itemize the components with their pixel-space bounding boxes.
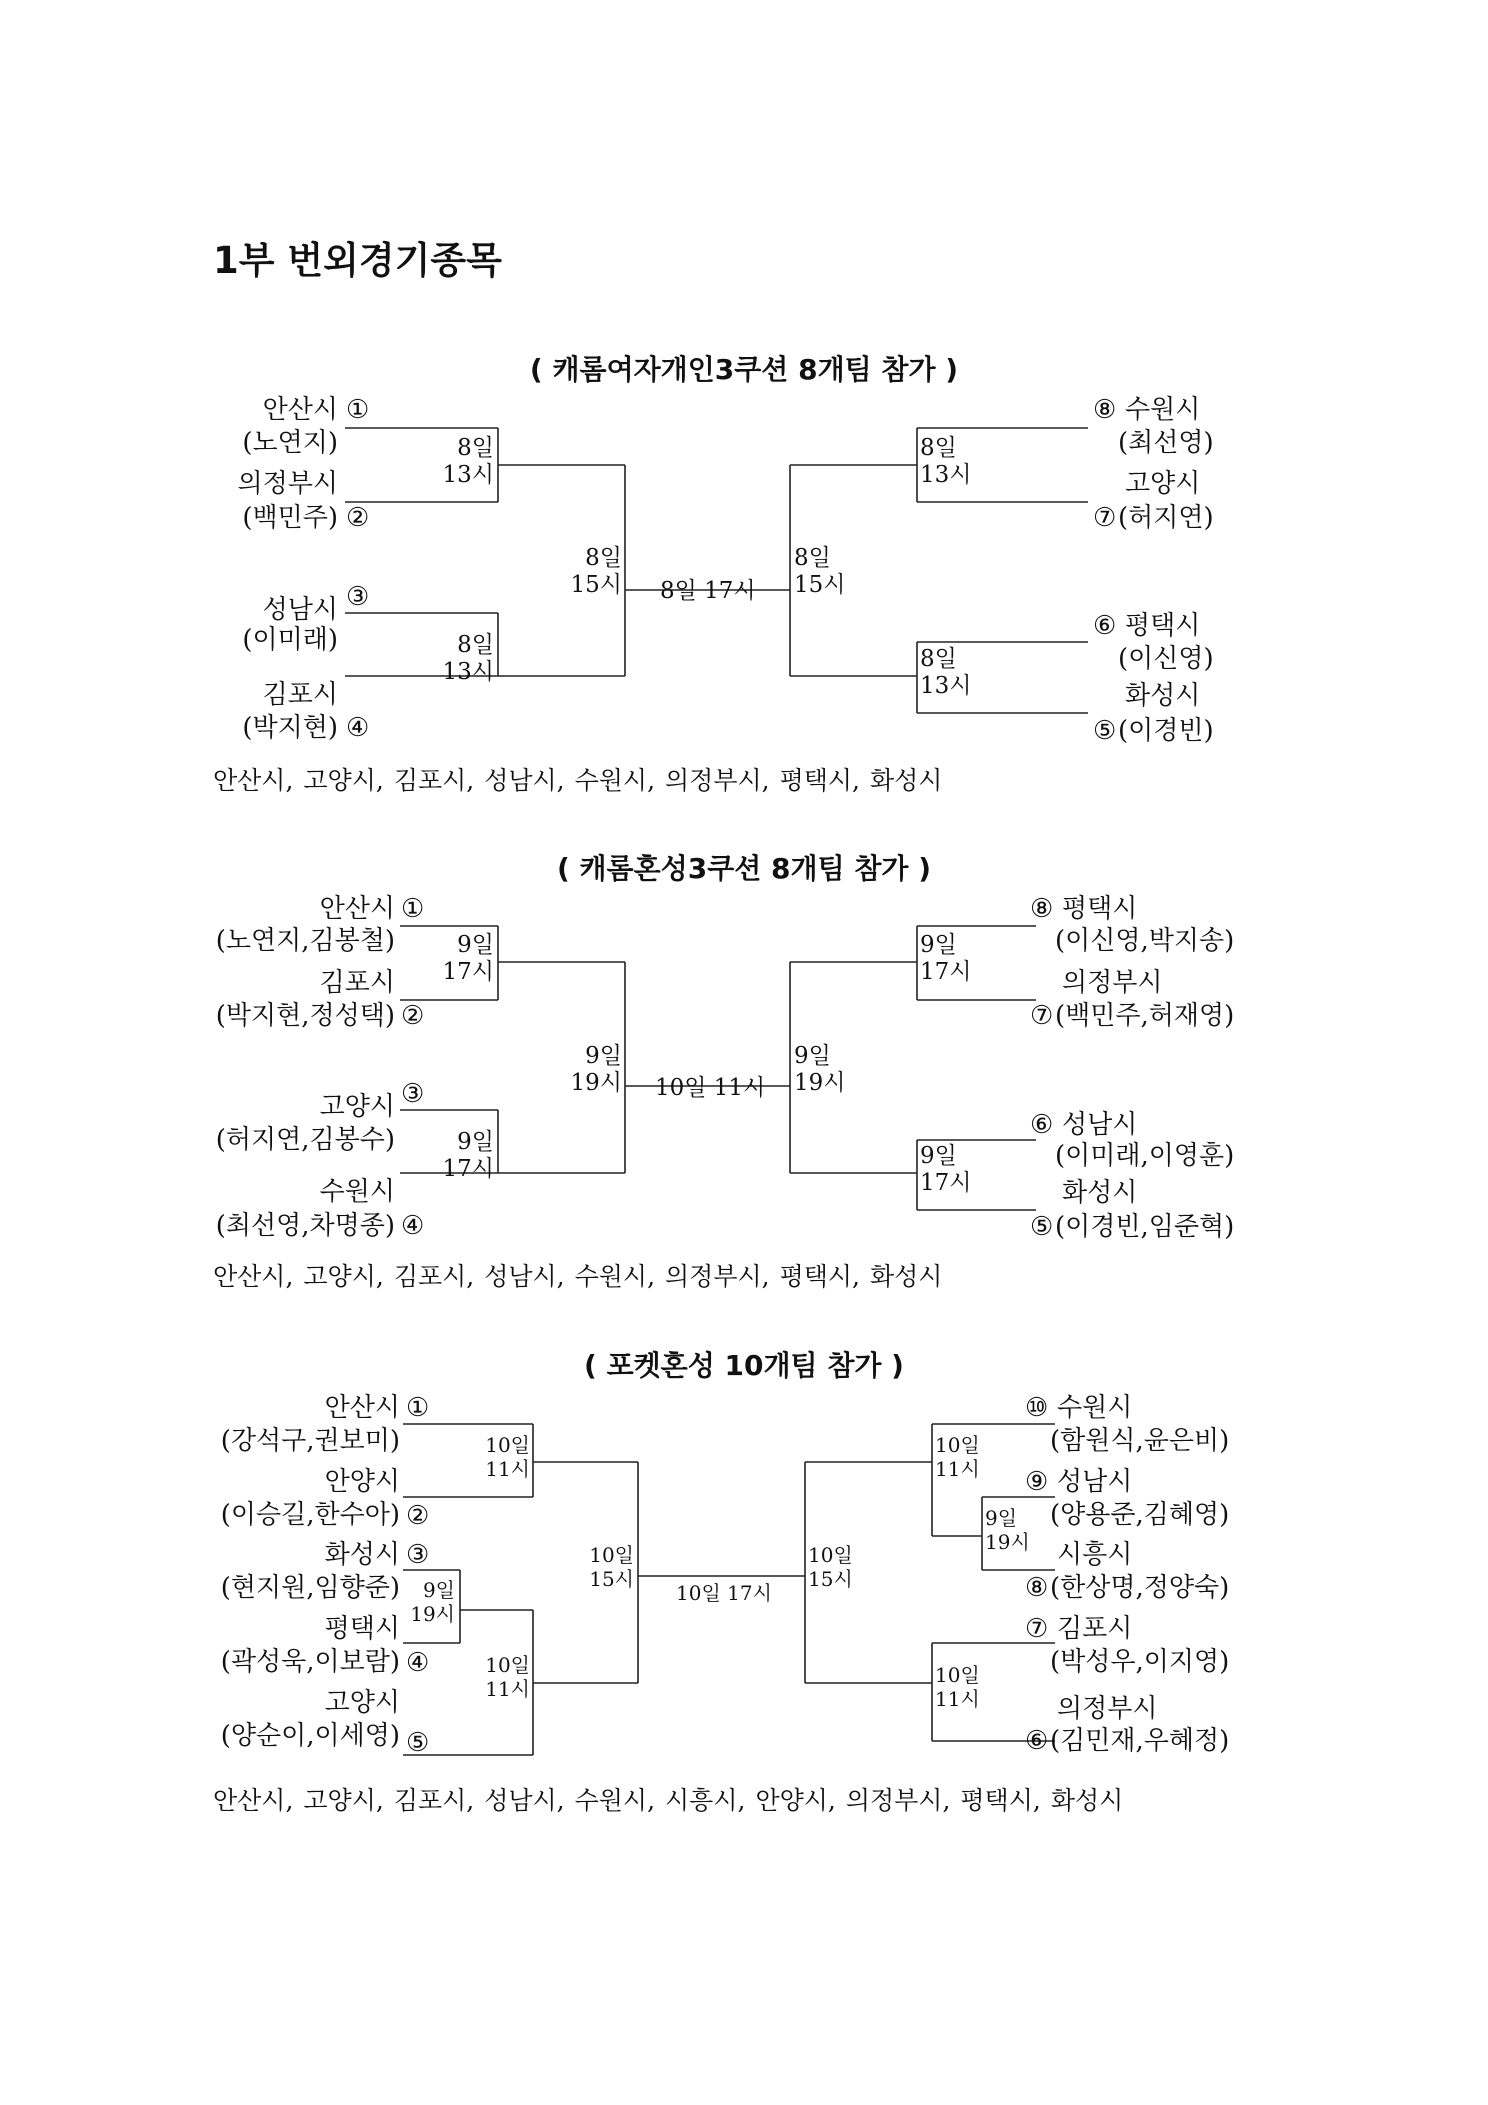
entry-seed: ⑥: [1093, 611, 1117, 641]
entry-seed: ⑤: [1093, 716, 1117, 746]
entry-players: (현지원,임향준): [220, 1573, 400, 1603]
participant: 화성시: [870, 766, 943, 795]
entry-players: (이미래): [242, 625, 338, 655]
entry-seed: ⑦: [1030, 1001, 1054, 1031]
entry-team: 화성시: [324, 1540, 400, 1570]
match-time: 8일 13시: [920, 435, 972, 488]
entry-seed: ⑧: [1025, 1573, 1049, 1603]
entry-seed: ⑧: [1030, 894, 1054, 924]
entry-seed: ②: [406, 1501, 430, 1531]
entry-team: 성남시: [262, 595, 338, 625]
participant: 김포시: [393, 1262, 467, 1291]
entry-team: 수원시: [319, 1177, 395, 1207]
entry-team: 안산시: [262, 395, 338, 425]
entry-players: (김민재,우혜정): [1050, 1726, 1230, 1756]
section-title: ( 캐롬여자개인3쿠션 8개팀 참가 ): [529, 353, 959, 386]
entry-seed: ②: [346, 503, 370, 533]
match-time: 9일 19시: [985, 1506, 1030, 1554]
match-time: 10일 11시: [935, 1433, 980, 1481]
entry-team: 고양시: [1125, 469, 1201, 499]
participant-list: 안산시, 고양시, 김포시, 성남시, 수원시, 의정부시, 평택시, 화성시: [213, 766, 943, 795]
participant: 고양시: [303, 1262, 376, 1291]
entry-players: (이경빈): [1118, 716, 1214, 746]
entry-players: (곽성욱,이보람): [220, 1647, 400, 1677]
entry-seed: ③: [406, 1540, 430, 1570]
match-time: 9일 19시: [794, 1043, 846, 1096]
match-time: 8일 13시: [442, 632, 494, 685]
final-time: 10일 17시: [676, 1581, 772, 1605]
entry-players: (양순이,이세영): [220, 1721, 400, 1751]
entry-players: (최선영): [1118, 428, 1214, 458]
entry-players: (이신영,박지송): [1055, 926, 1235, 956]
entry-team: 의정부시: [237, 469, 338, 499]
participant: 성남시: [484, 1262, 557, 1291]
entry-players: (박성우,이지영): [1050, 1647, 1230, 1677]
participant: 평택시: [779, 1262, 853, 1291]
entry-team: 성남시: [1062, 1110, 1138, 1140]
participant: 화성시: [1050, 1786, 1124, 1815]
participant-list: 안산시, 고양시, 김포시, 성남시, 수원시, 의정부시, 평택시, 화성시: [213, 1262, 943, 1291]
entry-seed: ⑦: [1025, 1614, 1049, 1644]
entry-seed: ④: [346, 713, 370, 743]
match-time: 8일 13시: [920, 646, 972, 699]
participant: 김포시: [393, 1786, 467, 1815]
entry-seed: ⑥: [1030, 1110, 1054, 1140]
entry-players: (함원식,윤은비): [1050, 1426, 1230, 1456]
participant: 시흥시: [665, 1786, 738, 1815]
match-time: 9일 17시: [442, 932, 494, 985]
section-title: ( 포켓혼성 10개팀 참가 ): [584, 1349, 904, 1382]
participant: 안산시: [213, 1262, 286, 1291]
entry-seed: ⑦: [1093, 503, 1117, 533]
entry-team: 수원시: [1057, 1393, 1133, 1423]
entry-seed: ①: [406, 1393, 430, 1423]
participant: 수원시: [574, 1262, 648, 1291]
entry-seed: ④: [406, 1648, 430, 1678]
entry-players: (백민주,허재영): [1055, 1001, 1235, 1031]
match-time: 9일 17시: [920, 1143, 972, 1196]
entry-seed: ⑩: [1025, 1393, 1049, 1423]
entry-team: 화성시: [1125, 681, 1201, 711]
entry-team: 김포시: [262, 680, 338, 710]
match-time: 9일 19시: [570, 1043, 622, 1096]
entry-seed: ③: [401, 1079, 425, 1109]
participant: 고양시: [303, 1786, 376, 1815]
entry-players: (양용준,김혜영): [1050, 1500, 1230, 1530]
entry-team: 평택시: [1062, 894, 1138, 924]
match-time: 8일 15시: [794, 545, 846, 598]
final-time: 8일 17시: [660, 578, 756, 604]
entry-team: 안산시: [319, 894, 395, 924]
entry-seed: ①: [401, 894, 425, 924]
entry-players: (노연지): [242, 428, 338, 458]
entry-seed: ②: [401, 1001, 425, 1031]
entry-team: 화성시: [1062, 1178, 1138, 1208]
participant: 성남시: [484, 1786, 557, 1815]
entry-seed: ⑤: [1030, 1212, 1054, 1242]
participant: 성남시: [484, 766, 557, 795]
participant: 김포시: [393, 766, 467, 795]
entry-players: (허지연): [1118, 503, 1214, 533]
participant: 의정부시: [665, 766, 762, 795]
entry-players: (최선영,차명종): [215, 1211, 395, 1241]
entry-players: (박지현,정성택): [215, 1001, 395, 1031]
entry-team: 성남시: [1057, 1467, 1133, 1497]
participant: 평택시: [779, 766, 853, 795]
entry-seed: ⑧: [1093, 395, 1117, 425]
match-time: 8일 13시: [442, 435, 494, 488]
entry-seed: ⑤: [406, 1728, 430, 1758]
entry-team: 의정부시: [1062, 968, 1163, 998]
participant-list: 안산시, 고양시, 김포시, 성남시, 수원시, 시흥시, 안양시, 의정부시, 평택시, 화성시: [213, 1786, 1124, 1815]
entry-players: (이경빈,임준혁): [1055, 1212, 1235, 1242]
page-title: 1부 번외경기종목: [213, 239, 502, 282]
participant: 안양시: [755, 1786, 828, 1815]
entry-team: 안산시: [324, 1393, 400, 1423]
entry-team: 김포시: [1057, 1614, 1133, 1644]
match-time: 10일 11시: [485, 1653, 530, 1701]
entry-seed: ④: [401, 1211, 425, 1241]
participant: 안산시: [213, 766, 286, 795]
entry-players: (백민주): [242, 503, 338, 533]
final-time: 10일 11시: [655, 1075, 766, 1101]
entry-seed: ⑨: [1025, 1467, 1049, 1497]
participant: 안산시: [213, 1786, 286, 1815]
entry-players: (박지현): [242, 713, 338, 743]
participant: 수원시: [574, 766, 648, 795]
entry-players: (이승길,한수아): [220, 1500, 400, 1530]
match-time: 10일 11시: [485, 1433, 530, 1481]
participant: 수원시: [574, 1786, 648, 1815]
entry-seed: ⑥: [1025, 1726, 1049, 1756]
entry-players: (노연지,김봉철): [215, 926, 395, 956]
entry-team: 고양시: [324, 1688, 400, 1718]
match-time: 10일 15시: [808, 1543, 853, 1591]
match-time: 9일 19시: [410, 1578, 455, 1626]
participant: 고양시: [303, 766, 376, 795]
entry-team: 김포시: [319, 968, 395, 998]
match-time: 10일 15시: [589, 1543, 634, 1591]
participant: 의정부시: [845, 1786, 943, 1815]
entry-players: (한상명,정양숙): [1050, 1573, 1230, 1603]
entry-players: (이신영): [1118, 644, 1214, 674]
entry-team: 평택시: [1125, 611, 1201, 641]
participant: 화성시: [870, 1262, 943, 1291]
entry-team: 평택시: [324, 1614, 400, 1644]
entry-team: 안양시: [324, 1467, 400, 1497]
participant: 의정부시: [665, 1262, 762, 1291]
section-title: ( 캐롬혼성3쿠션 8개팀 참가 ): [556, 852, 932, 885]
entry-players: (이미래,이영훈): [1055, 1141, 1235, 1171]
entry-team: 고양시: [319, 1092, 395, 1122]
entry-players: (강석구,권보미): [220, 1426, 400, 1456]
match-time: 10일 11시: [935, 1663, 980, 1711]
entry-seed: ①: [346, 395, 370, 425]
participant: 평택시: [960, 1786, 1033, 1815]
match-time: 8일 15시: [570, 545, 622, 598]
entry-players: (허지연,김봉수): [215, 1125, 395, 1155]
match-time: 9일 17시: [442, 1129, 494, 1182]
entry-seed: ③: [346, 582, 370, 612]
entry-team: 시흥시: [1057, 1540, 1133, 1570]
entry-team: 의정부시: [1057, 1694, 1158, 1724]
entry-team: 수원시: [1125, 395, 1201, 425]
match-time: 9일 17시: [920, 932, 972, 985]
